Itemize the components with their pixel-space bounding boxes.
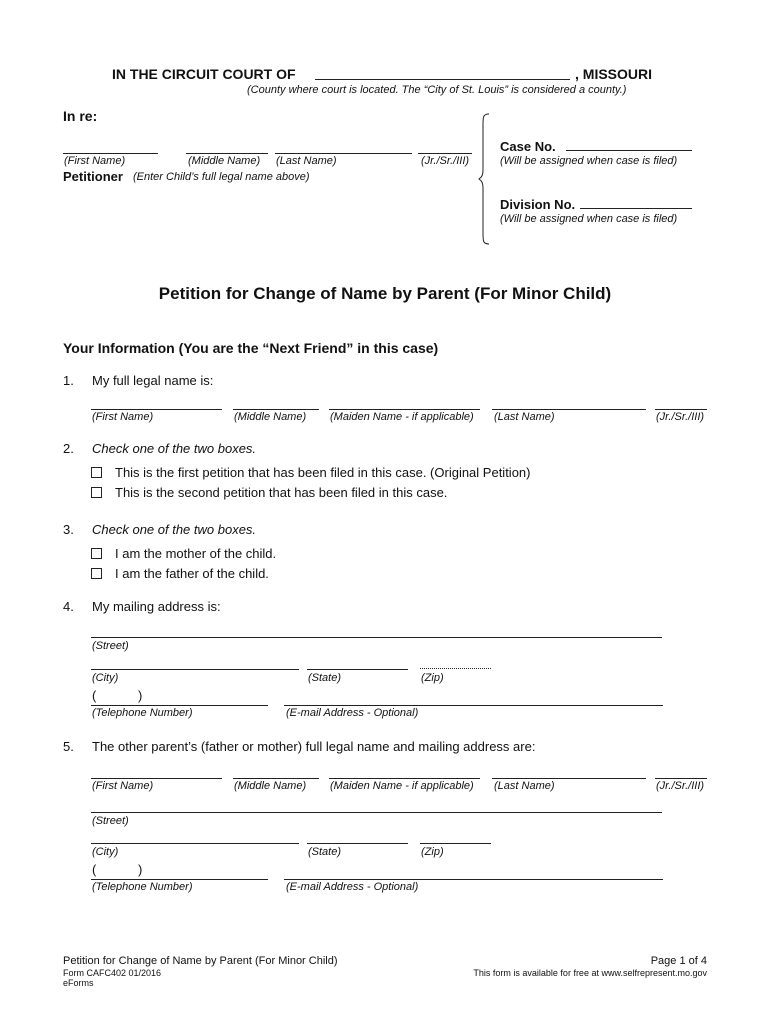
item1-middle-name-line[interactable] (233, 409, 319, 410)
item4-zip-caption: (Zip) (421, 672, 444, 684)
item5-middle-name-caption: (Middle Name) (234, 780, 307, 792)
footer-form-title: Petition for Change of Name by Parent (For Minor Child) (63, 955, 338, 967)
item3-number: 3. (63, 522, 74, 537)
case-no-label: Case No. (500, 139, 556, 154)
footer-page-number: Page 1 of 4 (650, 955, 707, 967)
county-input-line[interactable] (315, 79, 570, 80)
item5-zip-caption: (Zip) (421, 846, 444, 858)
item5-middle-name-line[interactable] (233, 778, 319, 779)
child-first-name-line[interactable] (63, 153, 158, 154)
item5-phone-line[interactable] (91, 879, 268, 880)
court-suffix: , MISSOURI (575, 66, 653, 82)
item1-suffix-caption: (Jr./Sr./III) (656, 411, 705, 423)
page-title: Petition for Change of Name by Parent (For Minor Child) (158, 284, 612, 303)
item1-text: My full legal name is: (92, 373, 214, 388)
item4-zip-line[interactable] (420, 668, 491, 669)
division-no-line[interactable] (580, 208, 692, 209)
item4-city-caption: (City) (92, 672, 119, 684)
item2-original-checkbox[interactable] (91, 467, 102, 478)
item4-email-caption: (E-mail Address - Optional) (286, 707, 419, 719)
child-middle-name-line[interactable] (186, 153, 268, 154)
court-note: (County where court is located. The “City of St. Louis” is considered a county.) (247, 84, 627, 96)
item5-suffix-caption: (Jr./Sr./III) (656, 780, 705, 792)
item5-first-name-line[interactable] (91, 778, 222, 779)
child-first-name-caption: (First Name) (64, 155, 126, 167)
item2-original-label: This is the first petition that has been filed in this case. (Original Petition) (115, 465, 531, 480)
item5-number: 5. (63, 739, 74, 754)
petitioner-label: Petitioner (63, 169, 123, 184)
caption-brace (478, 113, 494, 245)
item1-number: 1. (63, 373, 74, 388)
footer-form-number: Form CAFC402 01/2016 (63, 968, 162, 978)
petitioner-note: (Enter Child’s full legal name above) (133, 171, 310, 183)
item4-city-line[interactable] (91, 669, 299, 670)
item3-father-checkbox[interactable] (91, 568, 102, 579)
item1-last-name-line[interactable] (492, 409, 646, 410)
item5-suffix-line[interactable] (655, 778, 707, 779)
item5-city-caption: (City) (92, 846, 119, 858)
item4-street-caption: (Street) (92, 640, 129, 652)
item4-phone-paren-open: ( (92, 688, 97, 703)
item5-city-line[interactable] (91, 843, 299, 844)
item3-mother-checkbox[interactable] (91, 548, 102, 559)
item1-maiden-name-line[interactable] (329, 409, 480, 410)
item5-street-line[interactable] (91, 812, 662, 813)
court-prefix: IN THE CIRCUIT COURT OF (112, 66, 296, 82)
item5-first-name-caption: (First Name) (92, 780, 154, 792)
item4-street-line[interactable] (91, 637, 662, 638)
item4-state-line[interactable] (307, 669, 408, 670)
item4-email-line[interactable] (284, 705, 663, 706)
item3-text: Check one of the two boxes. (92, 522, 257, 537)
child-middle-name-caption: (Middle Name) (188, 155, 261, 167)
item1-first-name-caption: (First Name) (92, 411, 154, 423)
case-no-line[interactable] (566, 150, 692, 151)
division-no-label: Division No. (500, 197, 576, 212)
item5-zip-line[interactable] (420, 843, 491, 844)
item3-mother-label: I am the mother of the child. (115, 546, 277, 561)
item1-first-name-line[interactable] (91, 409, 222, 410)
item1-suffix-line[interactable] (655, 409, 707, 410)
item4-phone-paren-close: ) (138, 688, 143, 703)
footer-eforms: eForms (63, 978, 94, 988)
item4-phone-caption: (Telephone Number) (92, 707, 193, 719)
item5-state-caption: (State) (308, 846, 342, 858)
child-suffix-caption: (Jr./Sr./III) (421, 155, 470, 167)
item4-number: 4. (63, 599, 74, 614)
section-title: Your Information (You are the “Next Friend” in this case) (63, 340, 439, 356)
item4-text: My mailing address is: (92, 599, 221, 614)
footer-availability: This form is available for free at www.selfrepresent.mo.gov (473, 968, 707, 978)
item4-state-caption: (State) (308, 672, 342, 684)
item1-last-name-caption: (Last Name) (494, 411, 555, 423)
item5-text: The other parent’s (father or mother) full legal name and mailing address are: (92, 739, 536, 754)
item1-middle-name-caption: (Middle Name) (234, 411, 307, 423)
item3-father-label: I am the father of the child. (115, 566, 269, 581)
item5-email-line[interactable] (284, 879, 663, 880)
item5-last-name-caption: (Last Name) (494, 780, 555, 792)
item5-phone-paren-open: ( (92, 862, 97, 877)
division-no-note: (Will be assigned when case is filed) (500, 213, 678, 225)
item5-state-line[interactable] (307, 843, 408, 844)
in-re-label: In re: (63, 108, 98, 124)
item5-street-caption: (Street) (92, 815, 129, 827)
item2-second-checkbox[interactable] (91, 487, 102, 498)
child-last-name-caption: (Last Name) (276, 155, 337, 167)
child-suffix-line[interactable] (418, 153, 472, 154)
item5-maiden-name-line[interactable] (329, 778, 480, 779)
item1-maiden-name-caption: (Maiden Name - if applicable) (330, 411, 474, 423)
item2-text: Check one of the two boxes. (92, 441, 257, 456)
item5-last-name-line[interactable] (492, 778, 646, 779)
item5-email-caption: (E-mail Address - Optional) (286, 881, 419, 893)
item4-phone-line[interactable] (91, 705, 268, 706)
case-no-note: (Will be assigned when case is filed) (500, 155, 678, 167)
item2-second-label: This is the second petition that has been filed in this case. (115, 485, 448, 500)
item5-maiden-name-caption: (Maiden Name - if applicable) (330, 780, 474, 792)
item5-phone-caption: (Telephone Number) (92, 881, 193, 893)
item2-number: 2. (63, 441, 74, 456)
child-last-name-line[interactable] (275, 153, 412, 154)
item5-phone-paren-close: ) (138, 862, 143, 877)
